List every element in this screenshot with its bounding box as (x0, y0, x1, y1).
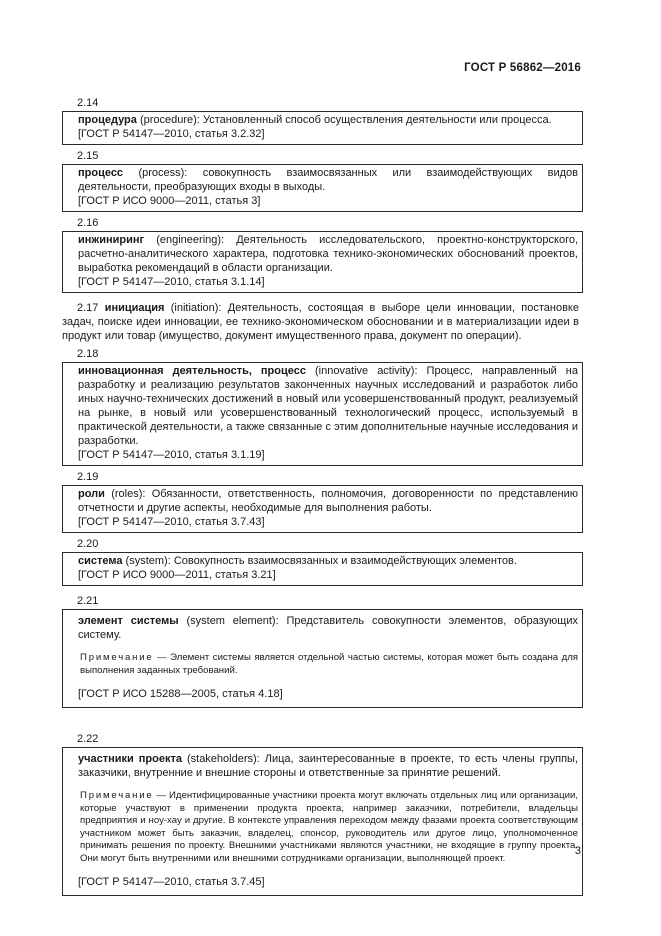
term-name: процесс (78, 167, 124, 179)
term-definition: Представитель совокупности элементов, образующих систему. (78, 615, 578, 641)
source-reference: [ГОСТ Р ИСО 9000—2011, статья 3.21] (78, 569, 276, 581)
definition-box (62, 609, 583, 708)
source-reference: [ГОСТ Р 54147—2010, статья 3.2.32] (78, 128, 265, 140)
source-reference: [ГОСТ Р ИСО 15288—2005, статья 4.18] (78, 688, 283, 700)
definition-note (65, 652, 578, 677)
definition-text-unboxed (62, 301, 583, 343)
definition-box (62, 164, 583, 212)
definition-box (62, 552, 583, 586)
entry-number: 2.14 (77, 97, 99, 109)
entry-number: 2.19 (77, 471, 99, 483)
term-definition: Деятельность исследовательского, проектно-конструкторского, расчетно-аналитического характера, подготовка технико-экономических обоснований проектов, выработка рекомендаций в области организации. (78, 234, 579, 274)
definition-box (62, 362, 583, 466)
definition-text (78, 113, 578, 127)
entry-number: 2.16 (77, 217, 99, 229)
entry-number: 2.17 (77, 302, 99, 314)
term-definition: совокупность взаимосвязанных или взаимодействующих видов деятельности, преобразующих входы в выходы. (78, 167, 579, 193)
source-reference: [ГОСТ Р 54147—2010, статья 3.7.43] (78, 516, 265, 528)
term-english: (initiation): (170, 302, 222, 314)
definition-text (78, 233, 578, 275)
term-english: (system): (125, 555, 171, 567)
term-definition: Лица, заинтересованные в проекте, то есть члены группы, заказчики, внутренние и внешние стороны и ответственные за принятие решений. (78, 753, 578, 779)
source-reference: [ГОСТ Р 54147—2010, статья 3.1.14] (78, 276, 265, 288)
definition-text (78, 752, 578, 780)
note-text: — Идентифицированные участники проекта могут включать отдельных лиц или организации, которые участвуют в применении продукта проекта, например заказчики, потребители, владельцы предприятия и ноу-хау и другие. В контексте управления переходом между фазами проекта соответствующим участником может быть заказчик, владелец, спонсор, руководитель или другое лицо, уполномоченное принимать решения по проекту. Внешними участниками являются участники, не входящие в группу проекта. Они могут быть внутренними или внешними сотрудниками организации, выполняющей проект. (80, 790, 578, 864)
term-english: (stakeholders): (186, 753, 260, 765)
term-name: инновационная деятельность, процесс (78, 365, 306, 377)
definition-text (78, 554, 578, 568)
document-body (62, 92, 583, 896)
definition-text (78, 166, 578, 194)
definition-text (78, 364, 578, 448)
note-label: Примечание (80, 652, 154, 663)
term-english: (innovative activity): (314, 365, 418, 377)
term-english: (procedure): (139, 114, 200, 126)
definition-text (78, 487, 578, 515)
term-english: (process): (138, 167, 188, 179)
source-reference: [ГОСТ Р 54147—2010, статья 3.1.19] (78, 449, 265, 461)
entry-number: 2.20 (77, 538, 99, 550)
source-reference: [ГОСТ Р 54147—2010, статья 3.7.45] (78, 876, 265, 888)
term-name: система (78, 555, 123, 567)
entry-number: 2.21 (77, 595, 99, 607)
definition-text (78, 614, 578, 642)
definition-box (62, 231, 583, 293)
term-name: процедура (78, 114, 137, 126)
term-name: инжиниринг (78, 234, 145, 246)
term-definition: Установленный способ осуществления деятельности или процесса. (202, 114, 552, 126)
definition-box (62, 485, 583, 533)
term-definition: Деятельность, состоящая в выборе цели инновации, постановке задач, поиске идеи инновации, ее технико-экономическом обосновании и в материализации идеи в продукт или товар (имущество, документ имущественного права, документ по операции). (62, 302, 579, 342)
entry-number: 2.15 (77, 150, 99, 162)
term-name: участники проекта (78, 753, 182, 765)
entry-number: 2.18 (77, 348, 99, 360)
term-english: (system element): (186, 615, 279, 627)
note-text: — Элемент системы является отдельной частью системы, которая может быть создана для выполнения заданных требований. (80, 652, 578, 676)
term-definition: Процесс, направленный на разработку и реализацию результатов законченных научных исследований и разработок либо иных научно-технических достижений в новый или усовершенствованный продукт, реализуемый на рынке, в новый или усовершенствованный технологический процесс, используемый в практической деятельности, а также связанные с этим дополнительные научные исследования и разработки. (78, 365, 578, 447)
definition-box (62, 747, 583, 896)
term-definition: Обязанности, ответственность, полномочия, договоренности по представлению отчетности и другие аспекты, необходимые для выполнения работы. (78, 488, 578, 514)
entry-number: 2.22 (77, 733, 99, 745)
definition-note (65, 790, 578, 865)
term-english: (engineering): (156, 234, 225, 246)
document-header: ГОСТ Р 56862—2016 (464, 62, 581, 74)
definition-box (62, 111, 583, 145)
term-name: инициация (104, 302, 165, 314)
term-definition: Совокупность взаимосвязанных и взаимодействующих элементов. (173, 555, 517, 567)
note-label: Примечание (80, 790, 154, 801)
page-number: 3 (574, 845, 581, 857)
term-name: элемент системы (78, 615, 179, 627)
source-reference: [ГОСТ Р ИСО 9000—2011, статья 3] (78, 195, 261, 207)
term-name: роли (78, 488, 105, 500)
term-english: (roles): (111, 488, 146, 500)
